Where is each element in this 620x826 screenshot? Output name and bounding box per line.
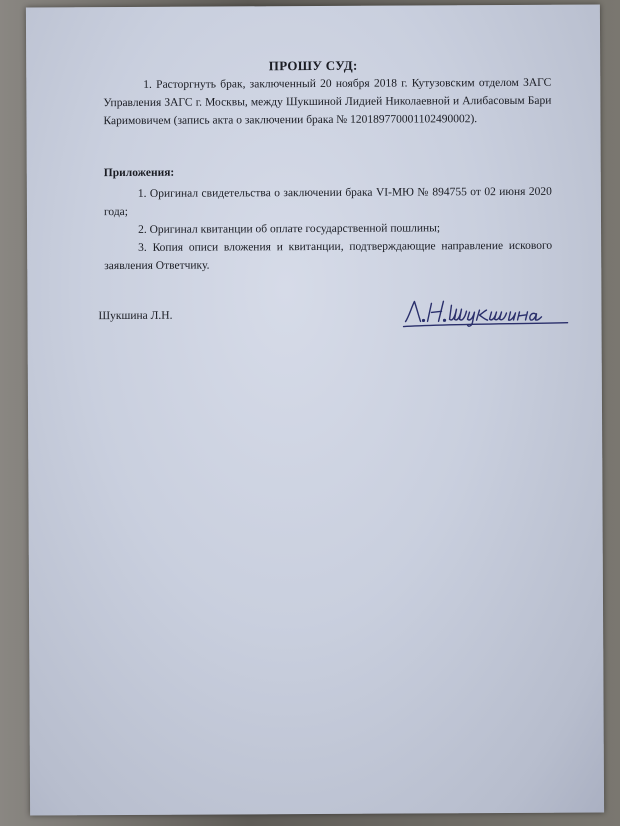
attachment-item-3: 3. Копия описи вложения и квитанции, подтверждающие направление искового заявления Ответчику. (104, 239, 553, 273)
handwritten-signature (399, 295, 571, 332)
document-title: ПРОШУ СУД: (268, 57, 358, 74)
attachments-heading: Приложения: (103, 166, 175, 180)
attachment-item-2: 2. Оригинал квитанции об оплате государственной пошлины; (138, 222, 441, 236)
request-paragraph-text: 1. Расторгнуть брак, заключенный 20 ноября 2018 г. Кутузовским отделом ЗАГС Управления ЗАГС г. Москвы, между Шукшиной Лидией Николаевной и Алибасовым Бари Каримовичем (запись акта о заключении брака № 120189770001102490002). (103, 76, 552, 128)
document-page (26, 5, 604, 816)
attachment-item-1: 1. Оригинал свидетельства о заключении брака VI-МЮ № 894755 от 02 июня 2020 года; (103, 185, 552, 219)
request-paragraph (103, 74, 551, 130)
signer-name: Шукшина Л.Н. (98, 309, 173, 323)
